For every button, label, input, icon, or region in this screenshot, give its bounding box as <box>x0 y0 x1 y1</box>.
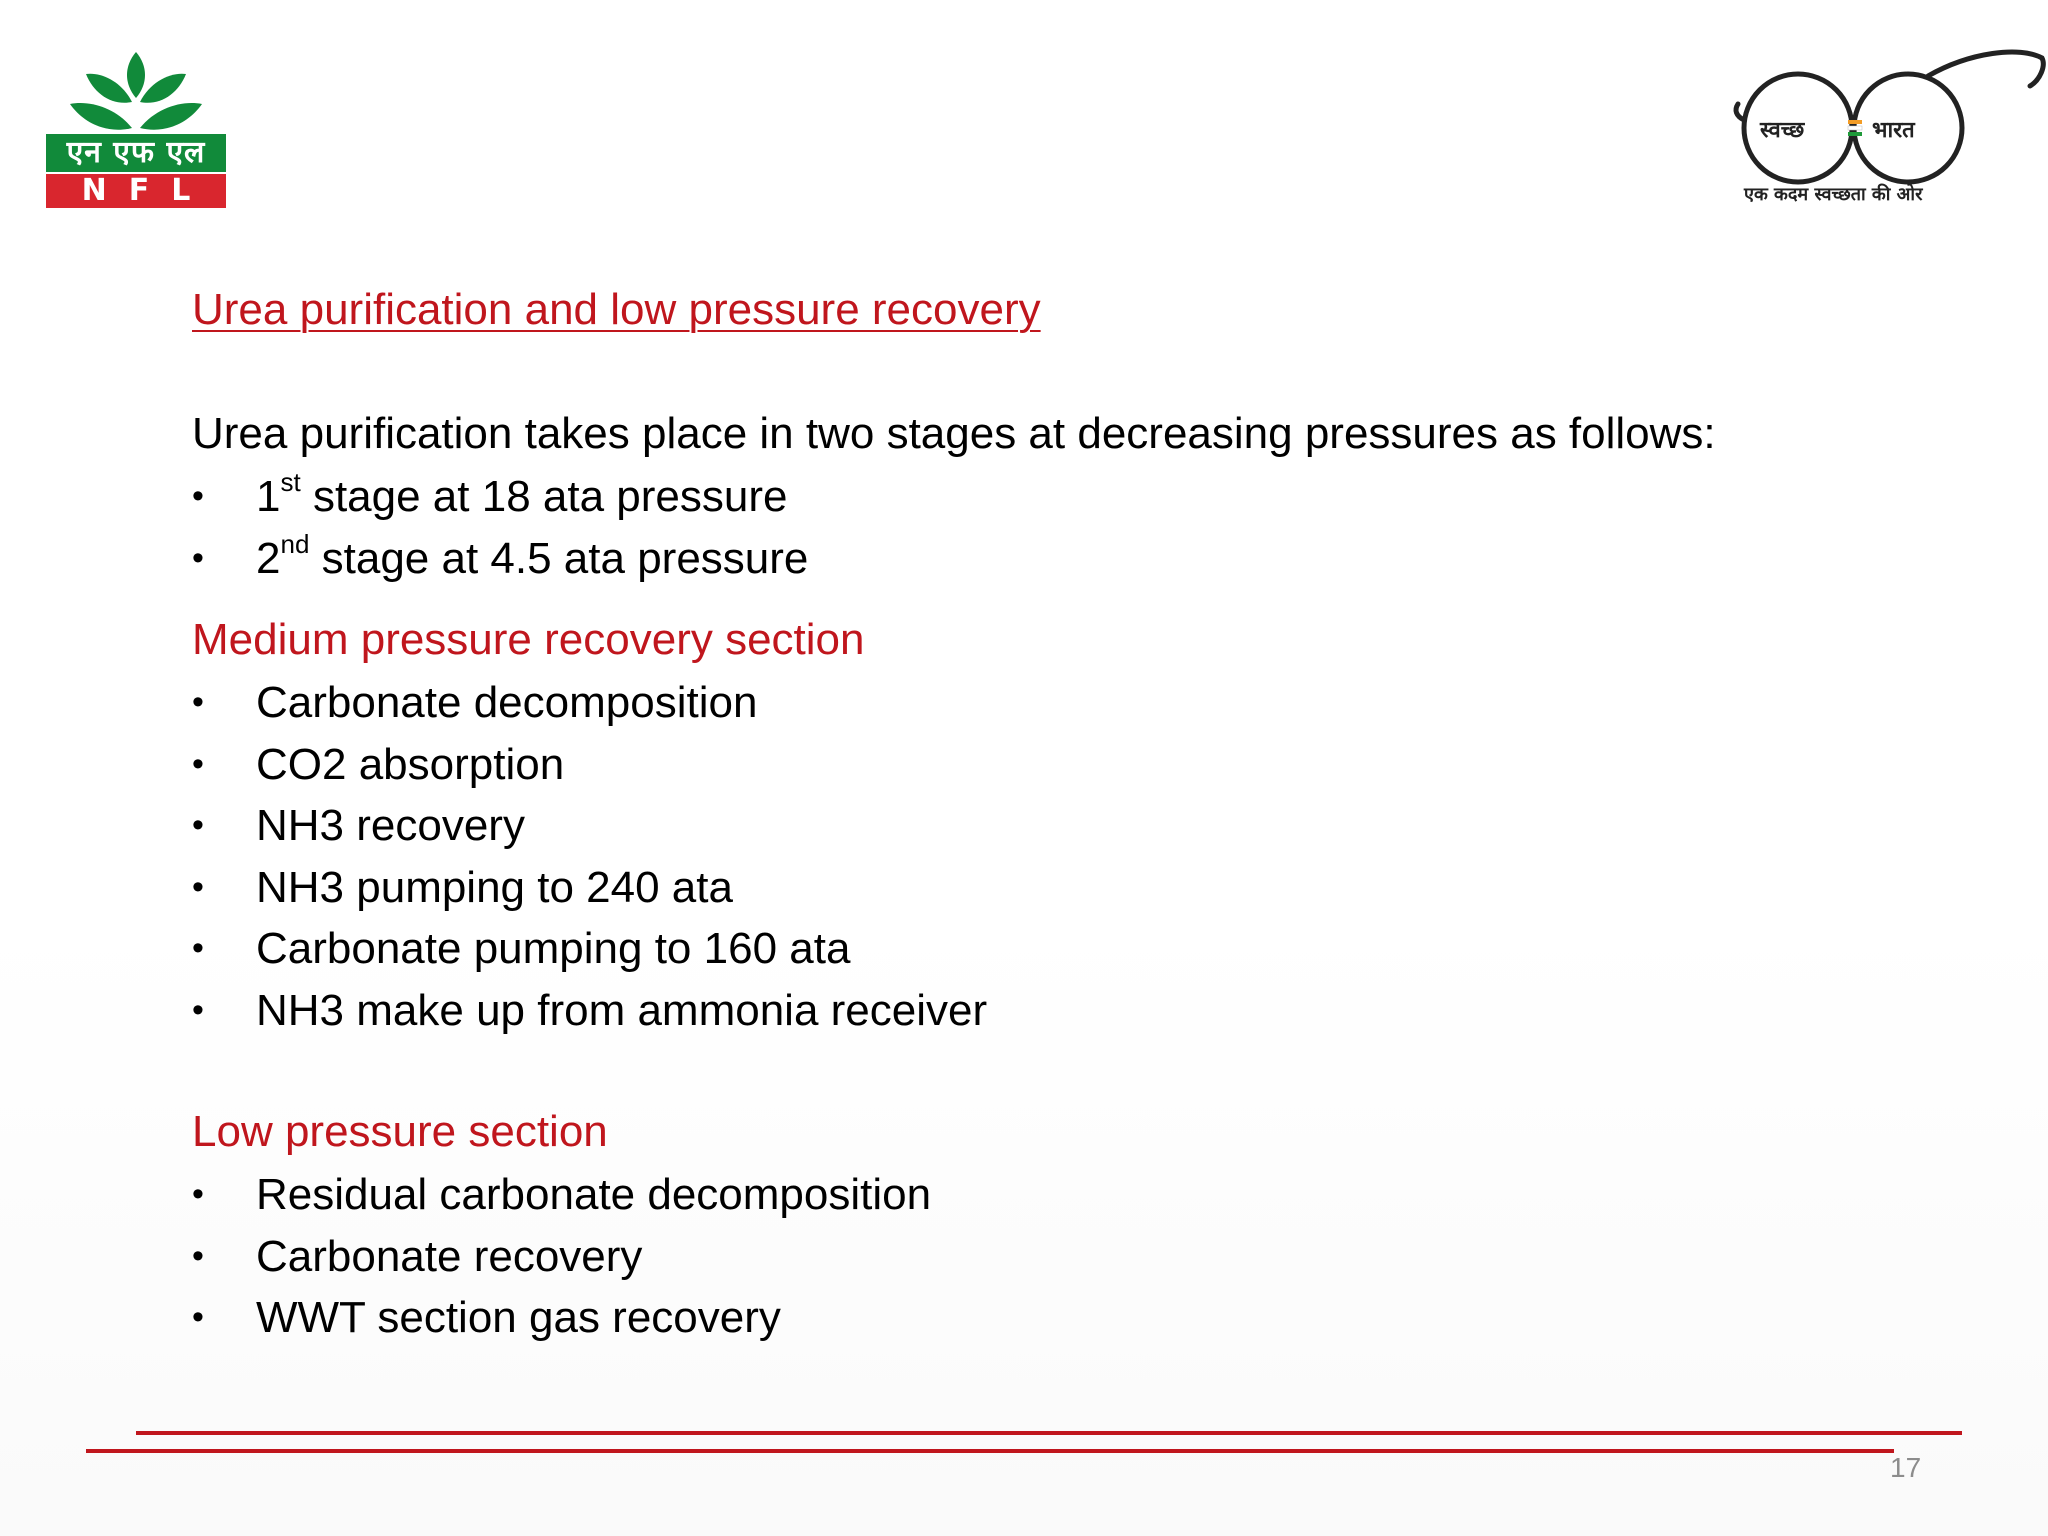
bullet-icon: • <box>192 806 204 844</box>
low-section-title: Low pressure section <box>192 1107 608 1156</box>
slide-heading[interactable]: Urea purification and low pressure recovery <box>192 285 1041 334</box>
list-item-text: NH3 pumping to 240 ata <box>256 862 733 912</box>
page-number: 17 <box>1890 1452 1922 1483</box>
bullet-icon: • <box>192 867 204 906</box>
list-item-text: CO2 absorption <box>256 739 565 789</box>
list-item-text: WWT section gas recovery <box>256 1293 781 1342</box>
list-item-text: NH3 recovery <box>256 801 525 850</box>
bharat-word: भारत <box>1872 118 1915 143</box>
stage-description: stage at 4.5 ata pressure <box>309 533 809 583</box>
nfl-latin-wordmark: NFL <box>46 174 226 208</box>
bullet-icon: • <box>192 683 204 721</box>
list-item-text: Residual carbonate decomposition <box>256 1170 932 1219</box>
list-item-text: Carbonate pumping to 160 ata <box>256 924 851 973</box>
stage-item-text <box>256 528 808 590</box>
bullet-icon: • <box>192 744 204 783</box>
nfl-hindi-wordmark: एन एफ एल <box>46 134 226 172</box>
footer-rule-top <box>136 1431 1962 1435</box>
stage-ordinal: st <box>280 467 301 498</box>
bullet-icon: • <box>192 1236 204 1275</box>
swachh-bharat-tagline: एक कदम स्वच्छता की ओर <box>1744 184 1923 205</box>
intro-text: Urea purification takes place in two stages at decreasing pressures as follows: <box>192 409 1716 458</box>
stage-number: 1 <box>256 472 281 521</box>
stage-description: stage at 18 ata pressure <box>300 472 788 521</box>
bullet-icon: • <box>192 538 204 577</box>
bullet-icon: • <box>192 477 204 515</box>
stage-ordinal: nd <box>280 528 310 559</box>
nfl-logo <box>46 48 226 208</box>
swachh-bharat-logo <box>1730 46 2048 216</box>
medium-section-title: Medium pressure recovery section <box>192 615 865 664</box>
list-item-text: NH3 make up from ammonia receiver <box>256 985 988 1035</box>
bullet-icon: • <box>192 1298 204 1336</box>
list-item-text: Carbonate recovery <box>256 1231 643 1281</box>
bullet-icon: • <box>192 1175 204 1213</box>
footer-rule-bottom <box>86 1449 1894 1453</box>
stage-number: 2 <box>256 533 281 583</box>
bullet-icon: • <box>192 990 204 1029</box>
bullet-icon: • <box>192 929 204 967</box>
list-item-text: Carbonate decomposition <box>256 678 758 727</box>
nfl-leaf-icon <box>46 48 226 138</box>
swachh-word: स्वच्छ <box>1760 118 1805 143</box>
stage-item-text <box>256 466 787 528</box>
